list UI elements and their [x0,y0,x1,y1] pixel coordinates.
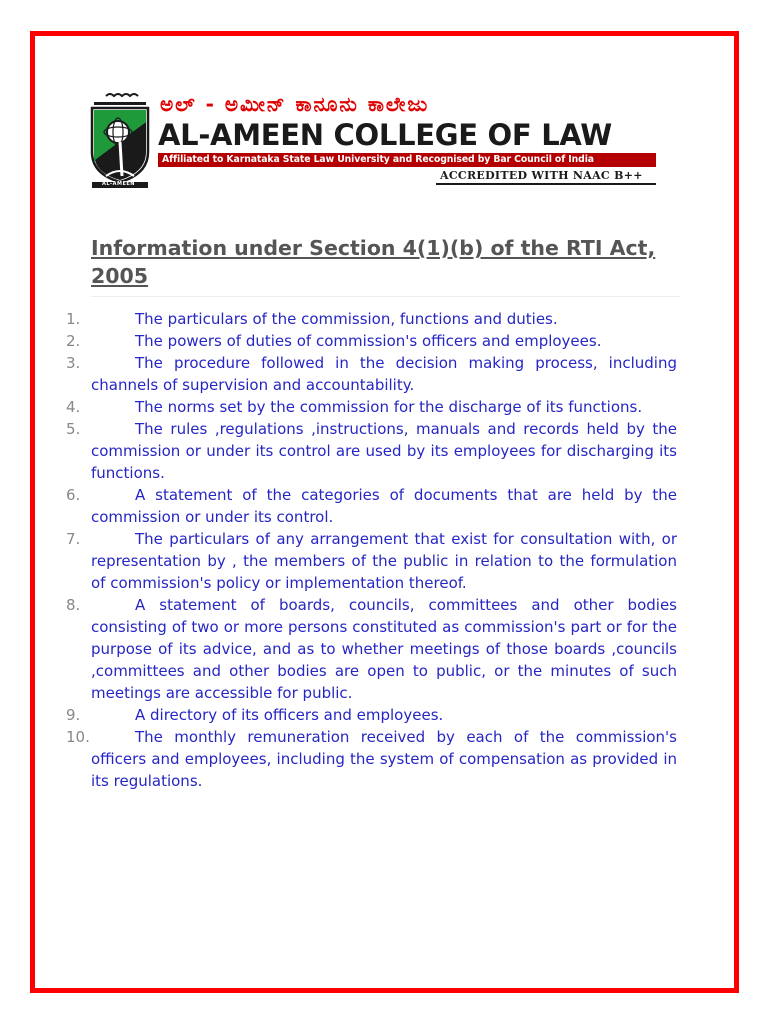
item-text: A statement of the categories of documents that are held by the commission or under its control. [91,486,677,526]
item-number: 3. [66,354,81,372]
affiliation-text: Affiliated to Karnataka State Law University and Recognised by Bar Council of India [162,154,594,165]
college-header [88,92,658,192]
item-text: The procedure followed in the decision making process, including channels of supervision and accountability. [91,354,677,394]
list-item [66,308,677,330]
item-text: The rules ,regulations ,instructions, manuals and records held by the commission or under its control are used by its employees for discharging its functions. [91,420,677,482]
list-item [66,484,677,528]
item-number: 5. [66,420,81,438]
item-number: 8. [66,596,81,614]
item-text: A directory of its officers and employees. [135,706,444,724]
list-item [66,418,677,484]
college-name-kannada: ಅಲ್ - ಅಮೀನ್ ಕಾನೂನು ಕಾಲೇಜು [160,92,430,116]
item-number: 4. [66,398,81,416]
rti-items-list [66,308,677,792]
list-item [66,330,677,352]
item-text: The powers of duties of commission's officers and employees. [135,332,602,350]
list-item [66,704,677,726]
item-number: 2. [66,332,81,350]
college-logo-emblem [88,92,152,188]
item-text: The particulars of the commission, functions and duties. [135,310,558,328]
accreditation-text: ACCREDITED WITH NAAC B++ [440,169,643,182]
item-number: 10. [66,728,90,746]
document-title: Information under Section 4(1)(b) of the RTI Act, 2005 [91,236,656,288]
item-number: 1. [66,310,81,328]
item-text: The particulars of any arrangement that exist for consultation with, or representation by , the members of the public in relation to the formulation of commission's policy or implementation thereof. [91,530,677,592]
list-item [66,396,677,418]
college-name: AL-AMEEN COLLEGE OF LAW [158,118,612,152]
affiliation-banner [158,153,656,167]
accreditation-badge [436,169,656,185]
list-item [66,528,677,594]
list-item [66,594,677,704]
item-text: A statement of boards, councils, committees and other bodies consisting of two or more persons constituted as commission's part or for the purpose of its advice, and as to whether meetings of those boards ,councils ,committees and other bodies are open to public, or the minutes of such meetings are accessible for public. [91,596,677,702]
list-item [66,352,677,396]
item-text: The monthly remuneration received by each of the commission's officers and employees, including the system of compensation as provided in its regulations. [91,728,677,790]
item-number: 6. [66,486,81,504]
item-number: 9. [66,706,81,724]
item-text: The norms set by the commission for the discharge of its functions. [135,398,643,416]
divider [91,296,680,297]
list-item [66,726,677,792]
item-number: 7. [66,530,81,548]
logo-caption: AL-AMEEN [102,181,135,187]
